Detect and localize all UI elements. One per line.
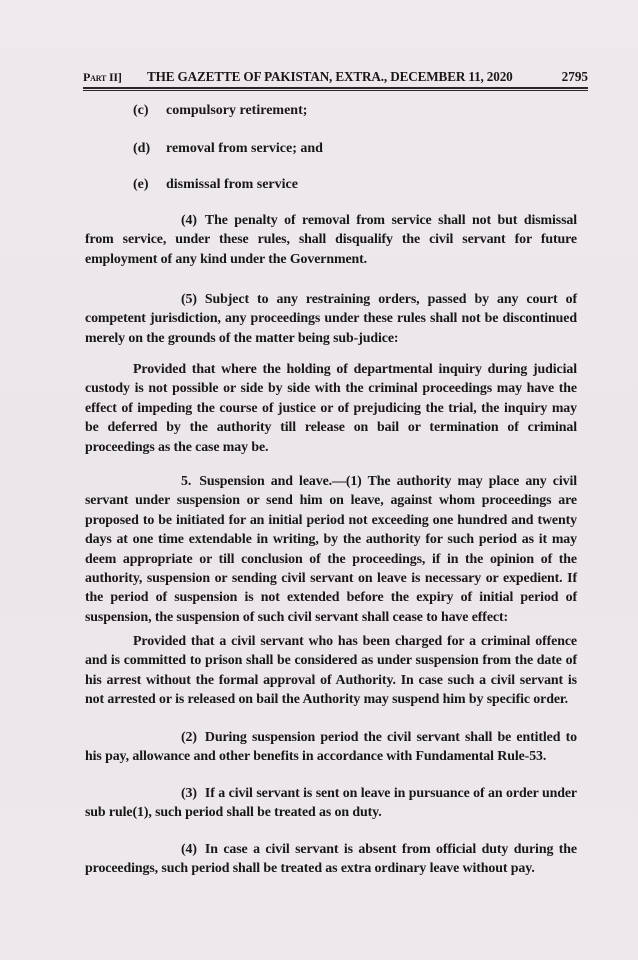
- paragraph-5-restraining-orders: [85, 290, 577, 348]
- page-number: 2795: [561, 69, 588, 84]
- paragraph-proviso-inquiry: [85, 360, 577, 457]
- paragraph-number: (4): [181, 842, 197, 857]
- list-item-e: [133, 177, 298, 193]
- paragraph-2-pay-entitlement: [85, 728, 577, 767]
- paragraph-text: If a civil servant is sent on leave in pursuance of an order under sub rule(1), such period shall be treated as on duty.: [85, 786, 577, 821]
- paragraph-proviso-criminal-offence: [85, 632, 577, 710]
- paragraph-4-absent-leave: [85, 840, 577, 879]
- paragraph-number: (5): [181, 292, 197, 307]
- list-item-text: compulsory retirement;: [166, 103, 308, 118]
- paragraph-3-leave-on-duty: [85, 784, 577, 823]
- paragraph-number: (4): [181, 213, 197, 228]
- gazette-title: THE GAZETTE OF PAKISTAN, EXTRA., DECEMBER 11, 2020: [147, 69, 513, 84]
- paragraph-number: (3): [181, 786, 197, 801]
- paragraph-rule-5-suspension: [85, 472, 577, 627]
- paragraph-number: (2): [181, 730, 197, 745]
- rule-number: 5.: [181, 474, 192, 489]
- list-item-text: dismissal from service: [166, 177, 298, 192]
- paragraph-text: During suspension period the civil servant shall be entitled to his pay, allowance and other benefits in accordance with Fundamental Rule-53.: [85, 730, 577, 765]
- list-item-text: removal from service; and: [166, 141, 323, 156]
- paragraph-text: The penalty of removal from service shall not but dismissal from service, under these rules, shall disqualify the civil servant for future employment of any kind under the Government.: [85, 213, 577, 267]
- list-item-label: (d): [133, 141, 151, 156]
- list-item-d: [133, 141, 323, 157]
- paragraph-text: Provided that where the holding of departmental inquiry during judicial custody is not possible or side by side with the criminal proceedings may have the effect of impeding the course of justice or of prejudicing the trial, the inquiry may be deferred by the authority till release on bail or termination of criminal proceedings as the case may be.: [85, 362, 577, 455]
- paragraph-text: In case a civil servant is absent from official duty during the proceedings, such period shall be treated as extra ordinary leave without pay.: [85, 842, 577, 877]
- list-item-label: (c): [133, 103, 149, 118]
- list-item-c: [133, 103, 307, 119]
- paragraph-text: (1) The authority may place any civil servant under suspension or send him on leave, against whom proceedings are proposed to be initiated for an initial period not exceeding one hundred and twenty days at one time extendable in writing, by the authority for such period as it may deem appropriate or till conclusion of the proceedings, if in the opinion of the authority, suspension or sending civil servant on leave is necessary or expedient. If the period of suspension is not extended before the expiry of initial period of suspension, the suspension of such civil servant shall cease to have effect:: [85, 474, 577, 625]
- paragraph-text: Subject to any restraining orders, passed by any court of competent jurisdiction, any proceedings under these rules shall not be discontinued merely on the grounds of the matter being sub-judice:: [85, 292, 577, 346]
- paragraph-text: Provided that a civil servant who has been charged for a criminal offence and is committed to prison shall be considered as under suspension from the date of his arrest without the formal approval of Authority. In case such a civil servant is not arrested or is released on bail the Authority may suspend him by specific order.: [85, 634, 577, 708]
- header-double-rule: [83, 87, 588, 91]
- part-label: Part II]: [83, 70, 122, 84]
- page-header: [83, 69, 588, 89]
- rule-heading: Suspension and leave.—: [199, 474, 346, 489]
- paragraph-4-penalty: [85, 211, 577, 269]
- list-item-label: (e): [133, 177, 149, 192]
